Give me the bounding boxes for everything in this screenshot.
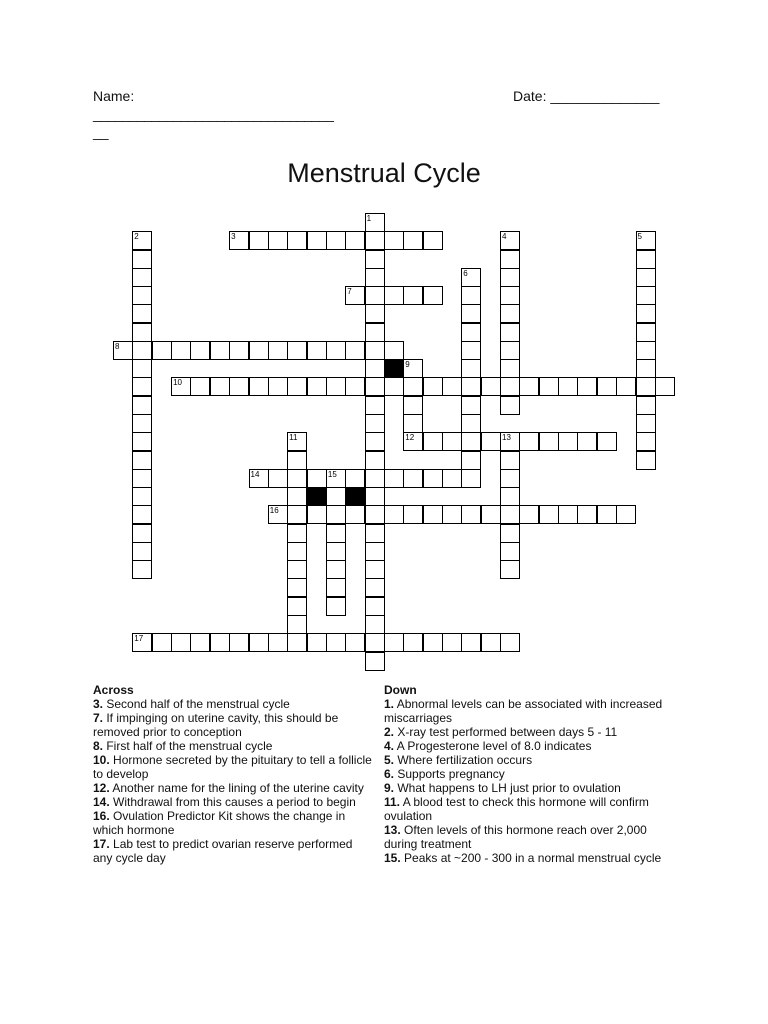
across-clues xyxy=(93,683,373,865)
across-clue xyxy=(93,711,373,739)
answer-cell[interactable] xyxy=(365,213,385,232)
answer-cell[interactable] xyxy=(132,469,152,488)
answer-cell[interactable] xyxy=(500,469,520,488)
date-field[interactable]: Date: ______________ xyxy=(513,88,660,104)
answer-cell[interactable] xyxy=(345,231,365,250)
down-heading: Down xyxy=(384,683,417,697)
answer-cell[interactable] xyxy=(190,341,210,360)
down-clues xyxy=(384,683,674,865)
clue-number: 17. xyxy=(93,837,110,851)
across-clue xyxy=(93,753,373,781)
answer-cell[interactable] xyxy=(636,396,656,415)
answer-cell[interactable] xyxy=(132,542,152,561)
clue-text: Ovulation Predictor Kit shows the change in which hormone xyxy=(93,809,346,837)
answer-cell[interactable] xyxy=(132,359,152,378)
answer-cell[interactable] xyxy=(326,231,346,250)
answer-cell[interactable] xyxy=(365,286,385,305)
answer-cell[interactable] xyxy=(461,396,481,415)
down-clue xyxy=(384,823,674,851)
answer-cell[interactable] xyxy=(403,432,423,451)
answer-cell[interactable] xyxy=(307,633,327,652)
answer-cell[interactable] xyxy=(190,633,210,652)
clue-number: 7 xyxy=(347,287,352,297)
answer-cell[interactable] xyxy=(461,268,481,287)
answer-cell[interactable] xyxy=(403,414,423,433)
clue-text: If impinging on uterine cavity, this should be removed prior to conception xyxy=(93,711,339,739)
answer-cell[interactable] xyxy=(287,560,307,579)
answer-cell[interactable] xyxy=(326,505,346,524)
answer-cell[interactable] xyxy=(345,377,365,396)
answer-cell[interactable] xyxy=(481,633,501,652)
clue-number: 1. xyxy=(384,697,395,711)
answer-cell[interactable] xyxy=(132,505,152,524)
black-square xyxy=(345,487,365,506)
answer-cell[interactable] xyxy=(636,323,656,342)
answer-cell[interactable] xyxy=(481,432,501,451)
answer-cell[interactable] xyxy=(577,377,597,396)
clue-text: Peaks at ~200 - 300 in a normal menstrual cycle xyxy=(400,851,662,865)
answer-cell[interactable] xyxy=(132,487,152,506)
answer-cell[interactable] xyxy=(461,377,481,396)
answer-cell[interactable] xyxy=(307,469,327,488)
answer-cell[interactable] xyxy=(636,268,656,287)
answer-cell[interactable] xyxy=(365,542,385,561)
clue-number: 2. xyxy=(384,725,395,739)
across-heading: Across xyxy=(93,683,134,697)
answer-cell[interactable] xyxy=(365,323,385,342)
answer-cell[interactable] xyxy=(403,359,423,378)
clue-number: 10. xyxy=(93,753,110,767)
answer-cell[interactable] xyxy=(636,377,656,396)
answer-cell[interactable] xyxy=(132,451,152,470)
answer-cell[interactable] xyxy=(268,633,288,652)
clue-number: 16 xyxy=(269,506,279,516)
answer-cell[interactable] xyxy=(519,505,539,524)
answer-cell[interactable] xyxy=(365,560,385,579)
clue-text: Where fertilization occurs xyxy=(394,753,533,767)
clue-text: Abnormal levels can be associated with increased miscarriages xyxy=(384,697,663,725)
answer-cell[interactable] xyxy=(597,432,617,451)
clue-number: 13 xyxy=(502,433,511,443)
answer-cell[interactable] xyxy=(442,505,462,524)
answer-cell[interactable] xyxy=(210,377,230,396)
down-clue xyxy=(384,697,674,725)
answer-cell[interactable] xyxy=(326,560,346,579)
answer-cell[interactable] xyxy=(307,341,327,360)
answer-cell[interactable] xyxy=(365,231,385,250)
answer-cell[interactable] xyxy=(403,377,423,396)
puzzle-title: Menstrual Cycle xyxy=(287,158,481,188)
answer-cell[interactable] xyxy=(326,633,346,652)
clue-number: 1 xyxy=(366,214,372,223)
answer-cell[interactable] xyxy=(461,341,481,360)
answer-cell[interactable] xyxy=(597,505,617,524)
answer-cell[interactable] xyxy=(287,377,307,396)
clue-number: 2 xyxy=(134,232,139,242)
clue-number: 6. xyxy=(384,767,395,781)
answer-cell[interactable] xyxy=(132,286,152,305)
answer-cell[interactable] xyxy=(365,505,385,524)
answer-cell[interactable] xyxy=(326,597,346,616)
down-clue xyxy=(384,795,674,823)
answer-cell[interactable] xyxy=(481,377,501,396)
answer-cell[interactable] xyxy=(132,231,152,250)
answer-cell[interactable] xyxy=(287,615,307,634)
answer-cell[interactable] xyxy=(500,304,520,323)
answer-cell[interactable] xyxy=(326,377,346,396)
answer-cell[interactable] xyxy=(461,359,481,378)
answer-cell[interactable] xyxy=(636,250,656,269)
answer-cell[interactable] xyxy=(500,524,520,543)
answer-cell[interactable] xyxy=(616,377,636,396)
answer-cell[interactable] xyxy=(636,414,656,433)
answer-cell[interactable] xyxy=(152,341,172,360)
answer-cell[interactable] xyxy=(152,633,172,652)
answer-cell[interactable] xyxy=(365,524,385,543)
answer-cell[interactable] xyxy=(268,231,288,250)
answer-cell[interactable] xyxy=(500,505,520,524)
answer-cell[interactable] xyxy=(577,432,597,451)
answer-cell[interactable] xyxy=(403,286,423,305)
answer-cell[interactable] xyxy=(132,633,152,652)
answer-cell[interactable] xyxy=(171,341,191,360)
answer-cell[interactable] xyxy=(132,268,152,287)
answer-cell[interactable] xyxy=(326,487,346,506)
answer-cell[interactable] xyxy=(268,505,288,524)
black-square xyxy=(384,359,404,378)
answer-cell[interactable] xyxy=(519,377,539,396)
clue-number: 3 xyxy=(231,232,236,242)
across-clue xyxy=(93,697,373,711)
answer-cell[interactable] xyxy=(287,578,307,597)
answer-cell[interactable] xyxy=(500,633,520,652)
clue-number: 16. xyxy=(93,809,110,823)
answer-cell[interactable] xyxy=(539,377,559,396)
answer-cell[interactable] xyxy=(423,633,443,652)
answer-cell[interactable] xyxy=(365,250,385,269)
answer-cell[interactable] xyxy=(229,633,249,652)
answer-cell[interactable] xyxy=(326,469,346,488)
answer-cell[interactable] xyxy=(365,341,385,360)
answer-cell[interactable] xyxy=(500,487,520,506)
clue-number: 6 xyxy=(463,268,468,278)
answer-cell[interactable] xyxy=(423,231,443,250)
clue-number: 9 xyxy=(405,360,410,370)
clue-number: 8 xyxy=(115,341,120,351)
clue-number: 11 xyxy=(289,433,298,443)
answer-cell[interactable] xyxy=(384,377,404,396)
answer-cell[interactable] xyxy=(423,377,443,396)
clue-number: 7. xyxy=(93,711,104,725)
clue-number: 13. xyxy=(384,823,401,837)
answer-cell[interactable] xyxy=(287,451,307,470)
answer-cell[interactable] xyxy=(365,578,385,597)
answer-cell[interactable] xyxy=(636,359,656,378)
answer-cell[interactable] xyxy=(326,341,346,360)
answer-cell[interactable] xyxy=(132,341,152,360)
clue-number: 11. xyxy=(384,795,401,809)
answer-cell[interactable] xyxy=(636,286,656,305)
answer-cell[interactable] xyxy=(500,268,520,287)
answer-cell[interactable] xyxy=(365,487,385,506)
answer-cell[interactable] xyxy=(403,396,423,415)
clue-number: 4. xyxy=(384,739,395,753)
answer-cell[interactable] xyxy=(132,414,152,433)
answer-cell[interactable] xyxy=(345,505,365,524)
answer-cell[interactable] xyxy=(442,633,462,652)
answer-cell[interactable] xyxy=(287,469,307,488)
answer-cell[interactable] xyxy=(171,377,191,396)
clue-number: 3. xyxy=(93,697,104,711)
answer-cell[interactable] xyxy=(384,341,404,360)
clue-number: 15 xyxy=(327,469,337,479)
answer-cell[interactable] xyxy=(519,432,539,451)
answer-cell[interactable] xyxy=(132,377,152,396)
answer-cell[interactable] xyxy=(326,542,346,561)
answer-cell[interactable] xyxy=(132,396,152,415)
answer-cell[interactable] xyxy=(500,432,520,451)
answer-cell[interactable] xyxy=(249,341,269,360)
clue-text: Hormone secreted by the pituitary to tell a follicle to develop xyxy=(93,753,372,781)
answer-cell[interactable] xyxy=(365,268,385,287)
clue-number: 17 xyxy=(134,634,144,644)
answer-cell[interactable] xyxy=(365,304,385,323)
answer-cell[interactable] xyxy=(500,341,520,360)
answer-cell[interactable] xyxy=(655,377,675,396)
answer-cell[interactable] xyxy=(229,377,249,396)
answer-cell[interactable] xyxy=(287,597,307,616)
down-clue xyxy=(384,725,674,739)
answer-cell[interactable] xyxy=(461,432,481,451)
answer-cell[interactable] xyxy=(636,451,656,470)
answer-cell[interactable] xyxy=(423,469,443,488)
clue-text: First half of the menstrual cycle xyxy=(103,739,273,753)
answer-cell[interactable] xyxy=(132,250,152,269)
answer-cell[interactable] xyxy=(558,505,578,524)
answer-cell[interactable] xyxy=(287,524,307,543)
answer-cell[interactable] xyxy=(307,505,327,524)
clue-number: 4 xyxy=(502,232,507,242)
answer-cell[interactable] xyxy=(558,377,578,396)
across-clue xyxy=(93,837,373,865)
answer-cell[interactable] xyxy=(442,469,462,488)
answer-cell[interactable] xyxy=(461,633,481,652)
answer-cell[interactable] xyxy=(500,231,520,250)
answer-cell[interactable] xyxy=(403,469,423,488)
answer-cell[interactable] xyxy=(403,633,423,652)
answer-cell[interactable] xyxy=(365,451,385,470)
answer-cell[interactable] xyxy=(249,469,269,488)
answer-cell[interactable] xyxy=(287,432,307,451)
answer-cell[interactable] xyxy=(636,432,656,451)
answer-cell[interactable] xyxy=(384,505,404,524)
answer-cell[interactable] xyxy=(171,633,191,652)
answer-cell[interactable] xyxy=(287,633,307,652)
clue-text: Second half of the menstrual cycle xyxy=(103,697,290,711)
answer-cell[interactable] xyxy=(461,451,481,470)
clue-text: X-ray test performed between days 5 - 11 xyxy=(394,725,618,739)
answer-cell[interactable] xyxy=(365,359,385,378)
clue-number: 10 xyxy=(173,378,182,388)
black-square xyxy=(307,487,327,506)
answer-cell[interactable] xyxy=(461,469,481,488)
answer-cell[interactable] xyxy=(132,323,152,342)
clue-text: Withdrawal from this causes a period to begin xyxy=(109,795,356,809)
answer-cell[interactable] xyxy=(500,396,520,415)
answer-cell[interactable] xyxy=(345,633,365,652)
answer-cell[interactable] xyxy=(500,359,520,378)
clue-text: A blood test to check this hormone will confirm ovulation xyxy=(384,795,649,823)
answer-cell[interactable] xyxy=(287,542,307,561)
answer-cell[interactable] xyxy=(558,432,578,451)
answer-cell[interactable] xyxy=(365,615,385,634)
answer-cell[interactable] xyxy=(249,377,269,396)
answer-cell[interactable] xyxy=(365,377,385,396)
answer-cell[interactable] xyxy=(616,505,636,524)
answer-cell[interactable] xyxy=(500,377,520,396)
answer-cell[interactable] xyxy=(539,505,559,524)
down-clue xyxy=(384,767,674,781)
clue-number: 14 xyxy=(250,469,260,479)
answer-cell[interactable] xyxy=(481,505,501,524)
name-label: Name: xyxy=(93,88,135,104)
answer-cell[interactable] xyxy=(287,505,307,524)
answer-cell[interactable] xyxy=(268,377,288,396)
across-clue xyxy=(93,795,373,809)
answer-cell[interactable] xyxy=(384,633,404,652)
answer-cell[interactable] xyxy=(500,451,520,470)
answer-cell[interactable] xyxy=(636,341,656,360)
clue-text: What happens to LH just prior to ovulation xyxy=(394,781,621,795)
down-clue xyxy=(384,739,674,753)
down-clue xyxy=(384,851,674,865)
answer-cell[interactable] xyxy=(423,286,443,305)
clue-text: Often levels of this hormone reach over 2,000 during treatment xyxy=(384,823,647,851)
answer-cell[interactable] xyxy=(577,505,597,524)
answer-cell[interactable] xyxy=(268,341,288,360)
clue-text: A Progesterone level of 8.0 indicates xyxy=(394,739,592,753)
answer-cell[interactable] xyxy=(423,505,443,524)
answer-cell[interactable] xyxy=(326,524,346,543)
name-line[interactable]: _________________________________ xyxy=(93,106,334,122)
answer-cell[interactable] xyxy=(345,286,365,305)
answer-cell[interactable] xyxy=(113,341,133,360)
answer-cell[interactable] xyxy=(132,560,152,579)
down-clue xyxy=(384,781,674,795)
answer-cell[interactable] xyxy=(461,414,481,433)
answer-cell[interactable] xyxy=(229,341,249,360)
answer-cell[interactable] xyxy=(539,432,559,451)
answer-cell[interactable] xyxy=(500,560,520,579)
answer-cell[interactable] xyxy=(423,432,443,451)
clue-number: 5. xyxy=(384,753,395,767)
answer-cell[interactable] xyxy=(365,396,385,415)
clue-number: 12 xyxy=(405,433,415,443)
clue-number: 12. xyxy=(93,781,110,795)
answer-cell[interactable] xyxy=(384,469,404,488)
clue-number: 15. xyxy=(384,851,401,865)
answer-cell[interactable] xyxy=(210,341,230,360)
clue-text: Supports pregnancy xyxy=(394,767,505,781)
down-clue xyxy=(384,753,674,767)
answer-cell[interactable] xyxy=(365,414,385,433)
clue-text: Lab test to predict ovarian reserve performed any cycle day xyxy=(93,837,353,865)
answer-cell[interactable] xyxy=(461,304,481,323)
answer-cell[interactable] xyxy=(636,231,656,250)
name-line-continued: __ xyxy=(93,124,109,140)
answer-cell[interactable] xyxy=(132,304,152,323)
answer-cell[interactable] xyxy=(500,542,520,561)
answer-cell[interactable] xyxy=(287,341,307,360)
answer-cell[interactable] xyxy=(461,505,481,524)
clue-number: 8. xyxy=(93,739,104,753)
answer-cell[interactable] xyxy=(636,304,656,323)
clue-number: 5 xyxy=(637,232,642,242)
answer-cell[interactable] xyxy=(500,323,520,342)
answer-cell[interactable] xyxy=(249,231,269,250)
answer-cell[interactable] xyxy=(461,286,481,305)
answer-cell[interactable] xyxy=(132,432,152,451)
answer-cell[interactable] xyxy=(403,231,423,250)
answer-cell[interactable] xyxy=(365,633,385,652)
clue-number: 14. xyxy=(93,795,110,809)
answer-cell[interactable] xyxy=(229,231,249,250)
answer-cell[interactable] xyxy=(132,524,152,543)
answer-cell[interactable] xyxy=(384,286,404,305)
answer-cell[interactable] xyxy=(500,286,520,305)
answer-cell[interactable] xyxy=(365,652,385,671)
answer-cell[interactable] xyxy=(345,469,365,488)
across-clue xyxy=(93,739,373,753)
answer-cell[interactable] xyxy=(461,323,481,342)
clue-number: 9. xyxy=(384,781,395,795)
answer-cell[interactable] xyxy=(287,487,307,506)
answer-cell[interactable] xyxy=(345,341,365,360)
answer-cell[interactable] xyxy=(442,432,462,451)
answer-cell[interactable] xyxy=(307,377,327,396)
answer-cell[interactable] xyxy=(190,377,210,396)
answer-cell[interactable] xyxy=(287,231,307,250)
answer-cell[interactable] xyxy=(442,377,462,396)
answer-cell[interactable] xyxy=(365,432,385,451)
answer-cell[interactable] xyxy=(403,505,423,524)
answer-cell[interactable] xyxy=(384,231,404,250)
across-clue xyxy=(93,809,373,837)
clue-text: Another name for the lining of the uterine cavity xyxy=(109,781,364,795)
answer-cell[interactable] xyxy=(268,469,288,488)
answer-cell[interactable] xyxy=(500,250,520,269)
answer-cell[interactable] xyxy=(365,597,385,616)
answer-cell[interactable] xyxy=(365,469,385,488)
answer-cell[interactable] xyxy=(326,578,346,597)
answer-cell[interactable] xyxy=(249,633,269,652)
answer-cell[interactable] xyxy=(210,633,230,652)
across-clue xyxy=(93,781,373,795)
answer-cell[interactable] xyxy=(307,231,327,250)
answer-cell[interactable] xyxy=(597,377,617,396)
